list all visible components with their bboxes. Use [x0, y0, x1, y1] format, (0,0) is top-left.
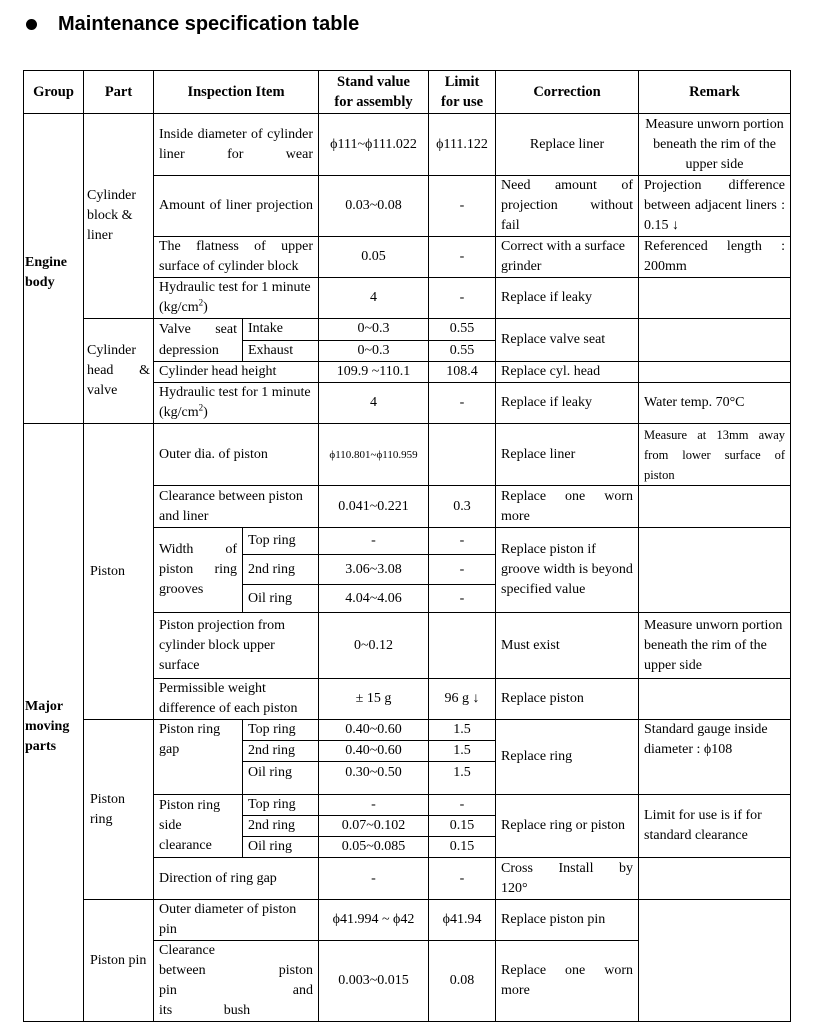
bullet-icon [26, 19, 37, 30]
correction: Replace ring [496, 720, 639, 795]
limit-value: - [429, 237, 496, 278]
remark: Measure unworn portion beneath the rim of the upper side [639, 114, 791, 176]
part-piston: Piston [84, 424, 154, 720]
header-group: Group [24, 71, 84, 114]
part-cylinder-head: Cylinder head & valve [84, 319, 154, 424]
remark: Measure at 13mm away from lower surface of piston [639, 424, 791, 486]
stand-value: 0~0.3 [319, 340, 429, 362]
limit-value: - [429, 585, 496, 613]
correction: Replace liner [496, 114, 639, 176]
stand-value: - [319, 858, 429, 900]
header-part: Part [84, 71, 154, 114]
limit-value: 1.5 [429, 741, 496, 762]
item-sup: 2 [198, 402, 204, 413]
correction: Replace ring or piston [496, 795, 639, 858]
correction: Replace piston if groove width is beyond specified value [496, 528, 639, 613]
spacer-cell [243, 784, 319, 795]
stand-value: 0.05~0.085 [319, 837, 429, 858]
stand-value: 0.003~0.015 [319, 941, 429, 1022]
maintenance-spec-table [23, 70, 791, 1022]
table-row [24, 900, 791, 941]
stand-value: 0.05 [319, 237, 429, 278]
inspection-item: Clearance between piston pin and its bush [154, 941, 319, 1022]
inspection-item: Piston ring side clearance [154, 795, 243, 858]
limit-value: - [429, 278, 496, 319]
inspection-subitem: Top ring [243, 720, 319, 741]
limit-value: 108.4 [429, 362, 496, 383]
limit-value: - [429, 383, 496, 424]
remark: Referenced length : 200mm [639, 237, 791, 278]
item-sup: 2 [198, 297, 204, 308]
inspection-item: Outer diameter of piston pin [154, 900, 319, 941]
correction: Replace one worn more [496, 486, 639, 528]
inspection-item: Outer dia. of piston [154, 424, 319, 486]
correction: Replace piston pin [496, 900, 639, 941]
limit-value: 0.08 [429, 941, 496, 1022]
limit-value: 0.55 [429, 340, 496, 362]
stand-value: 4 [319, 383, 429, 424]
stand-value: 0.30~0.50 [319, 762, 429, 784]
inspection-subitem: Oil ring [243, 762, 319, 784]
inspection-item: Width of piston ring grooves [154, 528, 243, 613]
item-text: Hydraulic test for 1 minute (kg/cm [159, 385, 311, 420]
correction: Need amount of projection without fail [496, 176, 639, 237]
remark [639, 362, 791, 383]
inspection-item: Valve seat depression [154, 319, 243, 362]
page-title-text: Maintenance specification table [58, 13, 360, 35]
limit-value: 0.3 [429, 486, 496, 528]
inspection-item: Amount of liner projection [154, 176, 319, 237]
limit-value: - [429, 555, 496, 585]
inspection-subitem: Top ring [243, 528, 319, 555]
stand-value: 0.40~0.60 [319, 720, 429, 741]
header-correction: Correction [496, 71, 639, 114]
stand-value: 4 [319, 278, 429, 319]
correction: Replace cyl. head [496, 362, 639, 383]
limit-value: 0.55 [429, 319, 496, 341]
inspection-subitem: Oil ring [243, 837, 319, 858]
inspection-item: Permissible weight difference of each piston [154, 679, 319, 720]
part-piston-ring: Piston ring [84, 720, 154, 900]
limit-value: 0.15 [429, 837, 496, 858]
stand-value: ϕ110.801~ϕ110.959 [319, 424, 429, 486]
remark [639, 278, 791, 319]
inspection-subitem: Top ring [243, 795, 319, 816]
stand-value: 109.9 ~110.1 [319, 362, 429, 383]
limit-value: 96 g ↓ [429, 679, 496, 720]
page-title [22, 13, 359, 36]
header-remark: Remark [639, 71, 791, 114]
stand-value: - [319, 795, 429, 816]
spacer-cell [319, 784, 429, 795]
correction: Must exist [496, 613, 639, 679]
correction: Replace piston [496, 679, 639, 720]
inspection-item: Inside diameter of cylinder liner for wear [154, 114, 319, 176]
part-piston-pin: Piston pin [84, 900, 154, 1022]
remark: Water temp. 70°C [639, 383, 791, 424]
correction: Replace liner [496, 424, 639, 486]
stand-value: ± 15 g [319, 679, 429, 720]
remark [639, 528, 791, 613]
inspection-item: Clearance between piston and liner [154, 486, 319, 528]
inspection-item: The flatness of upper surface of cylinder block [154, 237, 319, 278]
limit-value: - [429, 176, 496, 237]
stand-value: 0.041~0.221 [319, 486, 429, 528]
remark [639, 858, 791, 900]
spacer-cell [429, 784, 496, 795]
stand-value: 0~0.3 [319, 319, 429, 341]
stand-value: 0~0.12 [319, 613, 429, 679]
item-text-end: ) [203, 300, 208, 315]
stand-value: ϕ41.994 ~ ϕ42 [319, 900, 429, 941]
stand-value: 0.07~0.102 [319, 816, 429, 837]
table-row [24, 424, 791, 486]
item-text: Hydraulic test for 1 minute (kg/cm [159, 280, 311, 315]
remark [639, 679, 791, 720]
inspection-subitem: Exhaust [243, 340, 319, 362]
remark [639, 486, 791, 528]
part-cylinder-block: Cylinder block & liner [84, 114, 154, 319]
header-limit: Limit for use [429, 71, 496, 114]
inspection-item: Direction of ring gap [154, 858, 319, 900]
stand-value: ϕ111~ϕ111.022 [319, 114, 429, 176]
remark [639, 319, 791, 362]
table-row [24, 319, 791, 341]
header-inspection-item: Inspection Item [154, 71, 319, 114]
inspection-item: Piston ring gap [154, 720, 243, 795]
limit-value [429, 613, 496, 679]
inspection-item: Cylinder head height [154, 362, 319, 383]
remark: Projection difference between adjacent liners : 0.15 ↓ [639, 176, 791, 237]
correction: Replace if leaky [496, 383, 639, 424]
stand-value: 0.40~0.60 [319, 741, 429, 762]
inspection-subitem: 2nd ring [243, 741, 319, 762]
stand-value: 4.04~4.06 [319, 585, 429, 613]
header-stand-value: Stand value for assembly [319, 71, 429, 114]
table-row [24, 114, 791, 176]
remark [639, 900, 791, 1022]
limit-value: - [429, 528, 496, 555]
correction: Replace one worn more [496, 941, 639, 1022]
limit-value: ϕ41.94 [429, 900, 496, 941]
remark: Limit for use is if for standard clearance [639, 795, 791, 858]
stand-value: 3.06~3.08 [319, 555, 429, 585]
inspection-subitem: Intake [243, 319, 319, 341]
inspection-subitem: Oil ring [243, 585, 319, 613]
inspection-subitem: 2nd ring [243, 816, 319, 837]
inspection-subitem: 2nd ring [243, 555, 319, 585]
correction: Replace valve seat [496, 319, 639, 362]
inspection-item: Piston projection from cylinder block upper surface [154, 613, 319, 679]
limit-value: - [429, 858, 496, 900]
item-text-end: ) [203, 405, 208, 420]
limit-value [429, 424, 496, 486]
limit-value: ϕ111.122 [429, 114, 496, 176]
limit-value: 0.15 [429, 816, 496, 837]
remark: Standard gauge inside diameter : ϕ108 [639, 720, 791, 795]
limit-value: - [429, 795, 496, 816]
group-engine-body: Engine body [24, 114, 84, 424]
correction: Replace if leaky [496, 278, 639, 319]
limit-value: 1.5 [429, 720, 496, 741]
limit-value: 1.5 [429, 762, 496, 784]
stand-value: 0.03~0.08 [319, 176, 429, 237]
stand-value: - [319, 528, 429, 555]
correction: Correct with a surface grinder [496, 237, 639, 278]
correction: Cross Install by 120° [496, 858, 639, 900]
inspection-item [154, 278, 319, 319]
header-row [24, 71, 791, 114]
remark: Measure unworn portion beneath the rim of the upper side [639, 613, 791, 679]
table-row [24, 720, 791, 741]
group-major-moving-parts: Major moving parts [24, 424, 84, 1022]
inspection-item [154, 383, 319, 424]
